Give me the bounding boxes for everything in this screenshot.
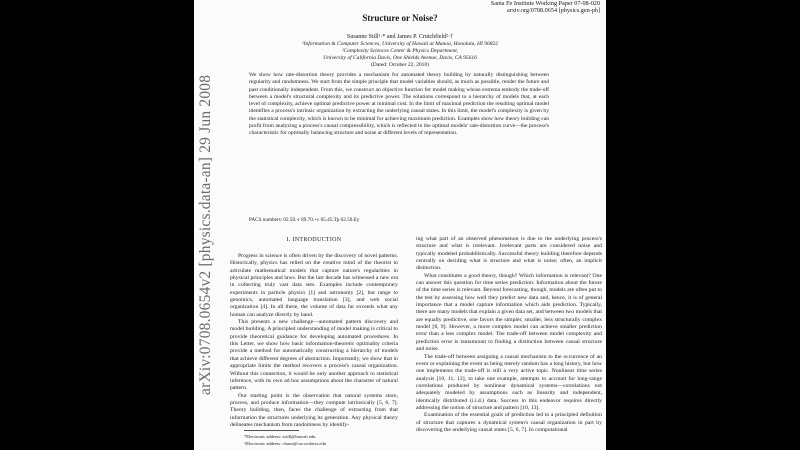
footnote-rule (244, 430, 299, 431)
right-paragraph: What constitutes a good theory, though? Which information is relevant? One can answer this question for time series prediction: Information about the future of the time series is relevant. Beyond forecasting, though, models are often put to the test by assessing how well they predict new data and, hence, it is of general importance that a model capture information which aids prediction. Typically, there are many models that explain a given data set, and between two models that are equally predictive, one favors the simpler, smaller, less structurally complex model [8, 9]. However, a more complex model can achieve smaller prediction error than a less complex model. The trade-off between model complexity and prediction error is tantamount to finding a distinction between causal structure and noise. (416, 272, 602, 353)
left-paragraph: This presents a new challenge—automated pattern discovery and model building. A principled understanding of model making is critical to provide theoretical guidance for developing automated procedures. In this Letter, we show how basic information-theoretic optimality criteria provide a method for automatically constructing a hierarchy of models that achieve different degrees of abstraction. Importantly, we show that in appropriate limits the method recovers a process's causal organization. Without this connection, it would be only another approach to statistical inference, with its own ad hoc assumptions about the character of natural pattern. (230, 319, 398, 392)
left-paragraph: Our starting point is the observation that natural systems store, process, and produce information—they compute intrinsically [5, 6, 7]. Theory building, then, faces the challenge of extracting from that information the structures underlying its generation. Any physical theory delineates mechanism from randomness by identify- (230, 392, 398, 428)
right-paragraph: The trade-off between assigning a causal mechanism to the occurrence of an event or explaining the event as being merely random has a long history, but how one implements the trade-off is still a very active topic. Nonlinear time series analysis [10, 11, 12], to take one example, attempts to account for long-range correlations produced by nonlinear dynamical systems—correlations not adequately modeled by assumptions such as linearity and independent, identically distributed (i.i.d.) data. Success in this endeavor requires directly addressing the notion of structure and pattern [10, 13]. (416, 353, 602, 411)
section-heading: I. INTRODUCTION (286, 237, 342, 243)
affiliation-3: University of California Davis, One Shields Avenue, Davis, CA 95616 (323, 55, 477, 61)
footnote-2: †Electronic address: chaos@cse.ucdavis.edu (244, 441, 327, 446)
dated: (Dated: October 22, 2018) (370, 62, 430, 68)
abstract: We show how rate-distortion theory provides a mechanism for automated theory building by naturally distinguishing between regularity and randomness. We start from the simple principle that model variables should, as much as possible, render the future and past conditionally independent. From this, we construct an objective function for model making whose extrema embody the trade-off between a model's structural complexity and its predictive power. The solutions correspond to a hierarchy of models that, at each level of complexity, achieve optimal predictive power at minimal cost. In the limit of maximal prediction the resulting optimal model identifies a process's intrinsic organization by extracting the underlying causal states. In this limit, the model's complexity is given by the statistical complexity, which is known to be minimal for achieving maximum prediction. Examples show how theory building can profit from analyzing a process's causal compressibility, which is reflected in the optimal models' rate-distortion curve—the process's characteristic for optimally balancing structure and noise at different levels of representation. (249, 72, 549, 137)
affiliation-2: ²Complexity Sciences Center & Physics Department, (341, 48, 459, 54)
paper-page (194, 0, 606, 450)
right-paragraph: Examination of the essential goals of prediction led to a principled definition of structure that captures a dynamical system's causal organization in part by discovering the underlying causal states [5, 6, 7]. In computational (416, 412, 602, 433)
left-column (230, 253, 398, 429)
affiliation-1: ¹Information & Computer Sciences, University of Hawaii at Manoa, Honolulu, HI 96822 (302, 41, 498, 47)
authors: Susanne Still¹·* and James P. Crutchfield²·† (347, 34, 453, 40)
arxiv-identifier: arXiv:0708.0654v2 [physics.data-an] 29 Jun 2008 (197, 74, 214, 395)
right-column (416, 236, 602, 434)
pacs-numbers: PACS numbers: 02.50.-r 89.70.+c 05.45.Tp 02.50.Ey (249, 217, 360, 223)
header-line-1: Santa Fe Institute Working Paper 07-08-020 (490, 0, 600, 7)
footnote-1: *Electronic address: sstill@hawaii.edu (244, 434, 316, 439)
paper-title: Structure or Noise? (362, 13, 438, 23)
left-paragraph: Progress in science is often driven by the discovery of novel patterns. Historically, physics has relied on the creative mind of the theorist to articulate mathematical models that capture nature's regularities in physical principles and laws. But the last decade has witnessed a new era in collecting truly vast data sets. Examples include contemporary experiments in particle physics [1] and astronomy [2], but range to genomics, automated language translation [3], and web social organization [4]. In all these, the volume of data far exceeds what any human can analyze directly by hand. (230, 253, 398, 318)
header-line-2: arxiv.org/0708.0654 [physics.gen-ph] (507, 7, 600, 15)
right-paragraph: ing what part of an observed phenomenon is due to the underlying process's structure and what is irrelevant. Irrelevant parts are considered noise and typically modeled probabilistically. Successful theory building therefore depends centrally on deciding what is structure and what is noise; often, an implicit distinction. (416, 236, 602, 272)
